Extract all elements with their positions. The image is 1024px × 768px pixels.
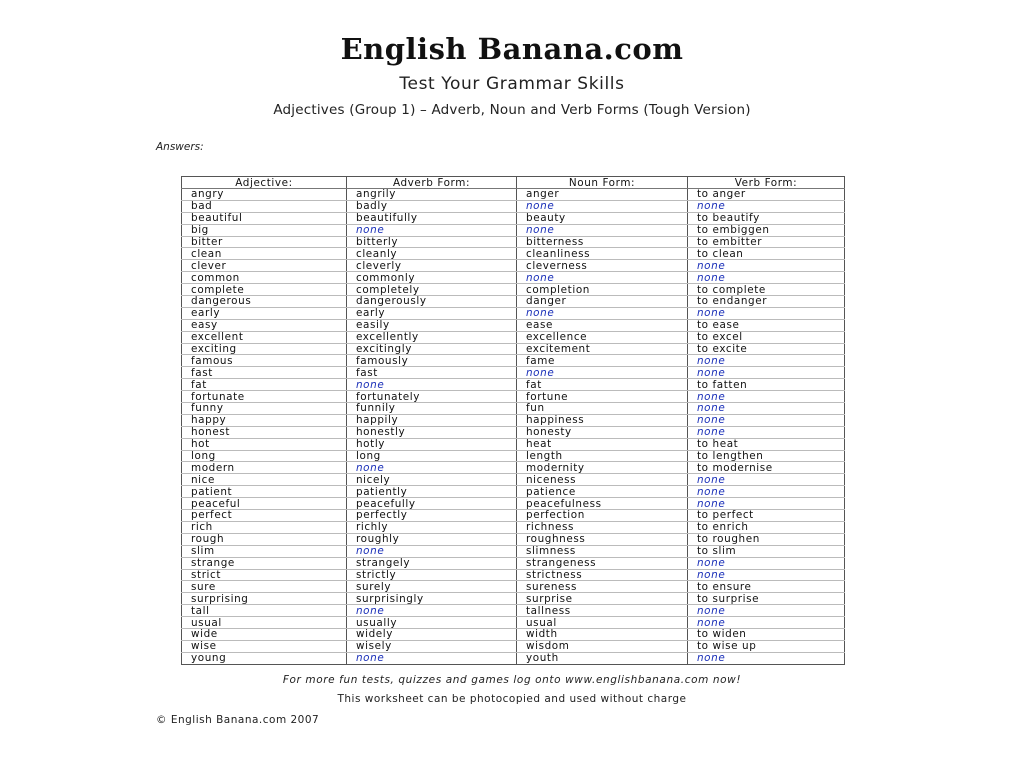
cell-noun: fame bbox=[517, 355, 688, 367]
cell-adjective: wise bbox=[182, 640, 347, 652]
cell-adverb: beautifully bbox=[347, 212, 517, 224]
cell-adjective: strange bbox=[182, 557, 347, 569]
cell-verb: none bbox=[688, 260, 845, 272]
cell-noun: fun bbox=[517, 403, 688, 415]
cell-verb: none bbox=[688, 498, 845, 510]
cell-noun: none bbox=[517, 272, 688, 284]
cell-verb: to excite bbox=[688, 343, 845, 355]
cell-adverb: long bbox=[347, 450, 517, 462]
cell-adjective: happy bbox=[182, 414, 347, 426]
table-row bbox=[182, 319, 845, 331]
table-row bbox=[182, 414, 845, 426]
cell-verb: none bbox=[688, 557, 845, 569]
cell-verb: none bbox=[688, 414, 845, 426]
cell-noun: none bbox=[517, 307, 688, 319]
cell-adverb: hotly bbox=[347, 438, 517, 450]
cell-adjective: nice bbox=[182, 474, 347, 486]
cell-verb: to widen bbox=[688, 628, 845, 640]
cell-noun: slimness bbox=[517, 545, 688, 557]
table-row bbox=[182, 652, 845, 664]
cell-noun: richness bbox=[517, 521, 688, 533]
table-row bbox=[182, 284, 845, 296]
table-row bbox=[182, 628, 845, 640]
cell-adverb: peacefully bbox=[347, 498, 517, 510]
cell-adjective: clean bbox=[182, 248, 347, 260]
cell-adverb: easily bbox=[347, 319, 517, 331]
cell-noun: tallness bbox=[517, 605, 688, 617]
cell-verb: to fatten bbox=[688, 379, 845, 391]
cell-verb: none bbox=[688, 200, 845, 212]
promo-text: For more fun tests, quizzes and games log onto www.englishbanana.com now! bbox=[282, 674, 742, 686]
cell-adverb: surprisingly bbox=[347, 593, 517, 605]
table-row bbox=[182, 605, 845, 617]
cell-adjective: tall bbox=[182, 605, 347, 617]
cell-adjective: slim bbox=[182, 545, 347, 557]
cell-adjective: surprising bbox=[182, 593, 347, 605]
cell-adverb: none bbox=[347, 605, 517, 617]
cell-adverb: none bbox=[347, 652, 517, 664]
cell-adjective: sure bbox=[182, 581, 347, 593]
cell-adjective: big bbox=[182, 224, 347, 236]
cell-verb: to modernise bbox=[688, 462, 845, 474]
cell-noun: none bbox=[517, 200, 688, 212]
table-row bbox=[182, 379, 845, 391]
cell-noun: bitterness bbox=[517, 236, 688, 248]
copyright-notice: © English Banana.com 2007 bbox=[156, 714, 320, 726]
cell-adverb: excellently bbox=[347, 331, 517, 343]
table-row bbox=[182, 212, 845, 224]
cell-adverb: completely bbox=[347, 284, 517, 296]
cell-adverb: badly bbox=[347, 200, 517, 212]
table-row bbox=[182, 260, 845, 272]
table-row bbox=[182, 403, 845, 415]
answers-label: Answers: bbox=[156, 141, 204, 153]
cell-verb: to surprise bbox=[688, 593, 845, 605]
cell-adverb: funnily bbox=[347, 403, 517, 415]
cell-noun: ease bbox=[517, 319, 688, 331]
table-row bbox=[182, 355, 845, 367]
cell-adjective: angry bbox=[182, 189, 347, 201]
cell-adjective: fortunate bbox=[182, 391, 347, 403]
cell-adjective: fast bbox=[182, 367, 347, 379]
cell-verb: to wise up bbox=[688, 640, 845, 652]
page-subtitle: Adjectives (Group 1) – Adverb, Noun and Verb Forms (Tough Version) bbox=[273, 102, 751, 118]
cell-adverb: fortunately bbox=[347, 391, 517, 403]
cell-adjective: common bbox=[182, 272, 347, 284]
cell-verb: to excel bbox=[688, 331, 845, 343]
cell-noun: wisdom bbox=[517, 640, 688, 652]
cell-adjective: complete bbox=[182, 284, 347, 296]
cell-verb: none bbox=[688, 474, 845, 486]
cell-verb: to complete bbox=[688, 284, 845, 296]
page-title: Test Your Grammar Skills bbox=[399, 74, 625, 94]
cell-verb: none bbox=[688, 307, 845, 319]
cell-verb: to clean bbox=[688, 248, 845, 260]
cell-adverb: strangely bbox=[347, 557, 517, 569]
cell-verb: none bbox=[688, 391, 845, 403]
table-row bbox=[182, 640, 845, 652]
cell-noun: youth bbox=[517, 652, 688, 664]
cell-verb: none bbox=[688, 367, 845, 379]
cell-adjective: rich bbox=[182, 521, 347, 533]
table-row bbox=[182, 498, 845, 510]
cell-verb: to anger bbox=[688, 189, 845, 201]
cell-noun: modernity bbox=[517, 462, 688, 474]
cell-adverb: nicely bbox=[347, 474, 517, 486]
cell-adverb: none bbox=[347, 379, 517, 391]
table-row bbox=[182, 236, 845, 248]
cell-adverb: bitterly bbox=[347, 236, 517, 248]
cell-verb: none bbox=[688, 486, 845, 498]
cell-adverb: none bbox=[347, 224, 517, 236]
cell-adverb: strictly bbox=[347, 569, 517, 581]
table-row bbox=[182, 557, 845, 569]
cell-verb: to ease bbox=[688, 319, 845, 331]
cell-adverb: fast bbox=[347, 367, 517, 379]
cell-noun: cleverness bbox=[517, 260, 688, 272]
cell-adjective: early bbox=[182, 307, 347, 319]
table-row bbox=[182, 224, 845, 236]
cell-noun: sureness bbox=[517, 581, 688, 593]
cell-noun: width bbox=[517, 628, 688, 640]
table-row bbox=[182, 521, 845, 533]
cell-adjective: perfect bbox=[182, 510, 347, 522]
cell-verb: to endanger bbox=[688, 296, 845, 308]
cell-verb: to heat bbox=[688, 438, 845, 450]
cell-adverb: excitingly bbox=[347, 343, 517, 355]
answers-table bbox=[181, 176, 845, 665]
cell-noun: completion bbox=[517, 284, 688, 296]
site-logo: English Banana.com bbox=[340, 32, 684, 66]
cell-noun: niceness bbox=[517, 474, 688, 486]
cell-adverb: dangerously bbox=[347, 296, 517, 308]
cell-adjective: fat bbox=[182, 379, 347, 391]
cell-noun: surprise bbox=[517, 593, 688, 605]
cell-adverb: famously bbox=[347, 355, 517, 367]
cell-adjective: modern bbox=[182, 462, 347, 474]
cell-noun: none bbox=[517, 224, 688, 236]
cell-verb: to perfect bbox=[688, 510, 845, 522]
cell-adjective: patient bbox=[182, 486, 347, 498]
cell-adjective: young bbox=[182, 652, 347, 664]
table-row bbox=[182, 343, 845, 355]
table-row bbox=[182, 569, 845, 581]
cell-verb: none bbox=[688, 403, 845, 415]
table-row bbox=[182, 331, 845, 343]
table-row bbox=[182, 593, 845, 605]
cell-noun: cleanliness bbox=[517, 248, 688, 260]
cell-adjective: wide bbox=[182, 628, 347, 640]
table-row bbox=[182, 486, 845, 498]
cell-adverb: none bbox=[347, 545, 517, 557]
cell-adjective: hot bbox=[182, 438, 347, 450]
column-header-noun: Noun Form: bbox=[517, 177, 688, 189]
cell-verb: none bbox=[688, 605, 845, 617]
cell-adverb: commonly bbox=[347, 272, 517, 284]
cell-adverb: roughly bbox=[347, 533, 517, 545]
cell-verb: to roughen bbox=[688, 533, 845, 545]
cell-adjective: famous bbox=[182, 355, 347, 367]
cell-adjective: strict bbox=[182, 569, 347, 581]
column-header-adjective: Adjective: bbox=[182, 177, 347, 189]
cell-verb: none bbox=[688, 569, 845, 581]
cell-adverb: cleanly bbox=[347, 248, 517, 260]
cell-adjective: clever bbox=[182, 260, 347, 272]
cell-noun: length bbox=[517, 450, 688, 462]
table-row bbox=[182, 474, 845, 486]
table-row bbox=[182, 367, 845, 379]
cell-adjective: bad bbox=[182, 200, 347, 212]
cell-verb: to ensure bbox=[688, 581, 845, 593]
table-row bbox=[182, 200, 845, 212]
cell-noun: heat bbox=[517, 438, 688, 450]
column-header-adverb: Adverb Form: bbox=[347, 177, 517, 189]
photocopy-note: This worksheet can be photocopied and used without charge bbox=[337, 693, 687, 705]
table-row bbox=[182, 533, 845, 545]
table-row bbox=[182, 438, 845, 450]
cell-adverb: none bbox=[347, 462, 517, 474]
cell-verb: none bbox=[688, 617, 845, 629]
cell-verb: none bbox=[688, 272, 845, 284]
table-row bbox=[182, 462, 845, 474]
table-row bbox=[182, 617, 845, 629]
cell-noun: usual bbox=[517, 617, 688, 629]
cell-adjective: funny bbox=[182, 403, 347, 415]
cell-adverb: wisely bbox=[347, 640, 517, 652]
cell-adverb: usually bbox=[347, 617, 517, 629]
table-row bbox=[182, 248, 845, 260]
cell-noun: patience bbox=[517, 486, 688, 498]
cell-adjective: peaceful bbox=[182, 498, 347, 510]
table-row bbox=[182, 581, 845, 593]
table-row bbox=[182, 450, 845, 462]
table-row bbox=[182, 296, 845, 308]
cell-adjective: rough bbox=[182, 533, 347, 545]
cell-adjective: dangerous bbox=[182, 296, 347, 308]
cell-noun: none bbox=[517, 367, 688, 379]
table-row bbox=[182, 426, 845, 438]
table-row bbox=[182, 545, 845, 557]
table-row bbox=[182, 307, 845, 319]
cell-noun: happiness bbox=[517, 414, 688, 426]
cell-noun: strangeness bbox=[517, 557, 688, 569]
cell-adjective: usual bbox=[182, 617, 347, 629]
cell-adverb: cleverly bbox=[347, 260, 517, 272]
cell-adverb: perfectly bbox=[347, 510, 517, 522]
column-header-verb: Verb Form: bbox=[688, 177, 845, 189]
table-row bbox=[182, 510, 845, 522]
cell-noun: peacefulness bbox=[517, 498, 688, 510]
table-row bbox=[182, 272, 845, 284]
cell-noun: beauty bbox=[517, 212, 688, 224]
cell-verb: to beautify bbox=[688, 212, 845, 224]
cell-adverb: honestly bbox=[347, 426, 517, 438]
cell-noun: fortune bbox=[517, 391, 688, 403]
cell-adjective: honest bbox=[182, 426, 347, 438]
cell-noun: anger bbox=[517, 189, 688, 201]
cell-adverb: widely bbox=[347, 628, 517, 640]
cell-verb: to lengthen bbox=[688, 450, 845, 462]
cell-adverb: richly bbox=[347, 521, 517, 533]
cell-verb: none bbox=[688, 426, 845, 438]
table-header-row bbox=[182, 177, 845, 189]
cell-adjective: exciting bbox=[182, 343, 347, 355]
cell-noun: honesty bbox=[517, 426, 688, 438]
cell-adverb: patiently bbox=[347, 486, 517, 498]
cell-noun: excellence bbox=[517, 331, 688, 343]
cell-adverb: surely bbox=[347, 581, 517, 593]
cell-adjective: bitter bbox=[182, 236, 347, 248]
cell-adjective: beautiful bbox=[182, 212, 347, 224]
table-row bbox=[182, 189, 845, 201]
cell-noun: roughness bbox=[517, 533, 688, 545]
cell-noun: danger bbox=[517, 296, 688, 308]
table-row bbox=[182, 391, 845, 403]
cell-verb: to embitter bbox=[688, 236, 845, 248]
cell-adjective: easy bbox=[182, 319, 347, 331]
cell-noun: strictness bbox=[517, 569, 688, 581]
cell-verb: to slim bbox=[688, 545, 845, 557]
cell-verb: none bbox=[688, 652, 845, 664]
cell-verb: none bbox=[688, 355, 845, 367]
answers-table-body bbox=[182, 189, 845, 665]
cell-noun: perfection bbox=[517, 510, 688, 522]
cell-adverb: angrily bbox=[347, 189, 517, 201]
cell-adverb: early bbox=[347, 307, 517, 319]
cell-adjective: excellent bbox=[182, 331, 347, 343]
cell-adverb: happily bbox=[347, 414, 517, 426]
cell-verb: to embiggen bbox=[688, 224, 845, 236]
cell-adjective: long bbox=[182, 450, 347, 462]
cell-noun: fat bbox=[517, 379, 688, 391]
cell-verb: to enrich bbox=[688, 521, 845, 533]
cell-noun: excitement bbox=[517, 343, 688, 355]
